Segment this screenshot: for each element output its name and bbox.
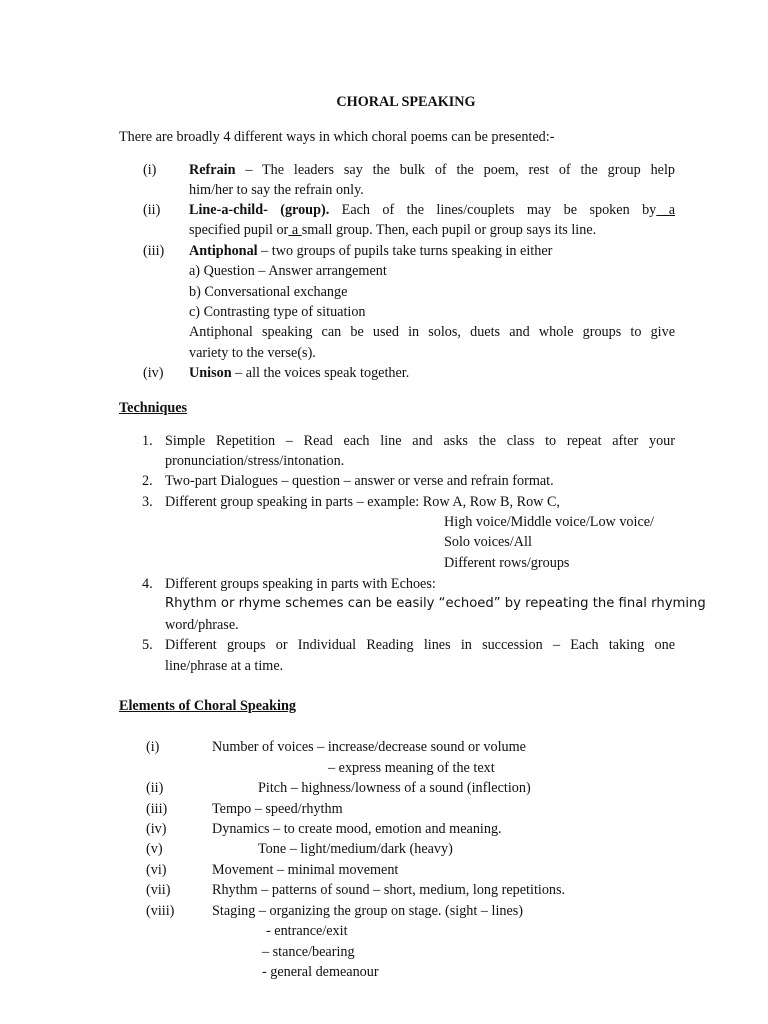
list-item-continuation: High voice/Middle voice/Low voice/ — [444, 514, 654, 530]
list-number: (vii) — [146, 882, 171, 898]
list-number: 2. — [142, 473, 153, 489]
sub-item: – stance/bearing — [262, 944, 355, 960]
list-item: Simple Repetition – Read each line and asks the class to repeat after your — [165, 433, 675, 449]
sub-item: - general demeanour — [262, 964, 379, 980]
list-item-continuation: him/her to say the refrain only. — [189, 182, 364, 198]
sub-item: - entrance/exit — [266, 923, 348, 939]
list-item: Movement – minimal movement — [212, 862, 399, 878]
page-title: CHORAL SPEAKING — [336, 94, 476, 110]
list-number: 5. — [142, 637, 153, 653]
list-item: Antiphonal – two groups of pupils take turns speaking in either — [189, 243, 553, 259]
list-item: Rhythm – patterns of sound – short, medium, long repetitions. — [212, 882, 566, 898]
section-heading-techniques: Techniques — [119, 400, 188, 416]
list-item-continuation: Rhythm or rhyme schemes can be easily “echoed” by repeating the final rhyming — [165, 596, 706, 611]
list-item: Number of voices – increase/decrease sound or volume — [212, 739, 526, 755]
sub-item: a) Question – Answer arrangement — [189, 263, 387, 279]
sub-item: b) Conversational exchange — [189, 284, 348, 300]
list-item: Line-a-child- (group). Each of the lines/couplets may be spoken by a — [189, 202, 675, 218]
list-number: (i) — [143, 162, 157, 178]
list-number: (iii) — [143, 243, 165, 259]
list-number: 4. — [142, 576, 153, 592]
list-item: Dynamics – to create mood, emotion and meaning. — [212, 821, 502, 837]
list-number: (vi) — [146, 862, 167, 878]
list-number: (viii) — [146, 903, 175, 919]
list-item: Different groups speaking in parts with Echoes: — [165, 576, 436, 592]
list-number: (ii) — [143, 202, 161, 218]
list-item-continuation: – express meaning of the text — [328, 760, 495, 776]
list-number: (iv) — [146, 821, 167, 837]
list-item: Staging – organizing the group on stage. (sight – lines) — [212, 903, 524, 919]
list-item-continuation: line/phrase at a time. — [165, 658, 284, 674]
list-item: Tempo – speed/rhythm — [212, 801, 343, 817]
list-number: 1. — [142, 433, 153, 449]
list-number: (v) — [146, 841, 163, 857]
list-item-continuation: specified pupil or a small group. Then, each pupil or group says its line. — [189, 222, 597, 238]
list-item: Two-part Dialogues – question – answer or verse and refrain format. — [165, 473, 554, 489]
list-number: (iii) — [146, 801, 168, 817]
list-item-continuation: Different rows/groups — [444, 555, 570, 571]
sub-item: c) Contrasting type of situation — [189, 304, 366, 320]
list-item: Tone – light/medium/dark (heavy) — [258, 841, 453, 857]
list-item-note: Antiphonal speaking can be used in solos, duets and whole groups to give — [189, 324, 675, 340]
list-item-continuation: word/phrase. — [165, 617, 239, 633]
section-heading-elements: Elements of Choral Speaking — [119, 698, 296, 714]
list-item: Pitch – highness/lowness of a sound (inflection) — [258, 780, 531, 796]
list-item-note: variety to the verse(s). — [189, 345, 316, 361]
list-item: Different group speaking in parts – example: Row A, Row B, Row C, — [165, 494, 560, 510]
list-item: Different groups or Individual Reading lines in succession – Each taking one — [165, 637, 675, 653]
list-number: (ii) — [146, 780, 164, 796]
list-number: 3. — [142, 494, 153, 510]
list-item: Refrain – The leaders say the bulk of the poem, rest of the group help — [189, 162, 675, 178]
list-number: (iv) — [143, 365, 164, 381]
list-item: Unison – all the voices speak together. — [189, 365, 410, 381]
list-item-continuation: Solo voices/All — [444, 534, 532, 550]
list-number: (i) — [146, 739, 160, 755]
list-item-continuation: pronunciation/stress/intonation. — [165, 453, 345, 469]
intro-text: There are broadly 4 different ways in which choral poems can be presented:- — [119, 129, 555, 145]
